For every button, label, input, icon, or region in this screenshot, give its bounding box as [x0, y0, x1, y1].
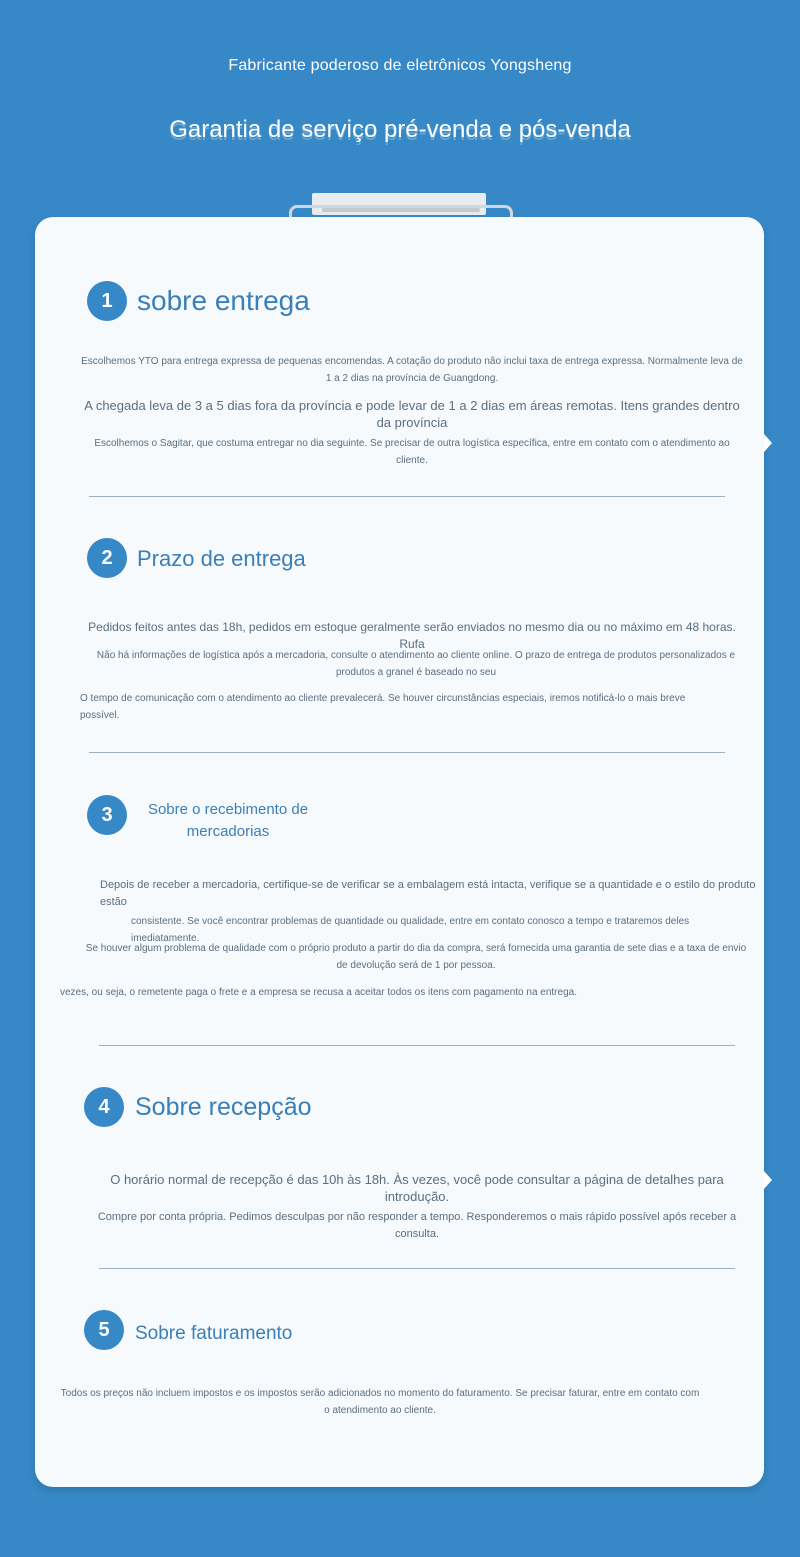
section-number-5: 5 — [84, 1310, 124, 1350]
section-1-paragraph-1: Escolhemos YTO para entrega expressa de pequenas encomendas. A cotação do produto não inclui taxa de entrega expressa. Normalmente leva de 1 a 2 dias na província de Guangdong. — [81, 356, 743, 384]
arrow-right-icon — [764, 1171, 772, 1189]
section-2-paragraph-2: Não há informações de logística após a mercadoria, consulte o atendimento ao cliente online. O prazo de entrega de produtos personalizados e produtos a granel é baseado no seu — [96, 650, 736, 678]
section-number-4: 4 — [84, 1087, 124, 1127]
section-heading-delivery-time: Prazo de entrega — [137, 546, 306, 571]
section-3-paragraph-3: Se houver algum problema de qualidade com o próprio produto a partir do dia da compra, será fornecida uma garantia de sete dias e a taxa de envio de devolução será de 1 por pessoa. — [85, 943, 747, 971]
page-subtitle: Fabricante poderoso de eletrônicos Yongsheng — [228, 57, 572, 74]
section-1-paragraph-3: Escolhemos o Sagitar, que costuma entregar no dia seguinte. Se precisar de outra logística específica, entre em contato com o atendimento ao cliente. — [94, 438, 730, 466]
section-4-paragraph-1: O horário normal de recepção é das 10h às 18h. Às vezes, você pode consultar a página de detalhes para introdução. — [110, 1172, 724, 1204]
section-number-2: 2 — [87, 538, 127, 578]
section-heading-billing: Sobre faturamento — [135, 1323, 293, 1344]
section-number-3: 3 — [87, 795, 127, 835]
section-1-paragraph-2: A chegada leva de 3 a 5 dias fora da província e pode levar de 1 a 2 dias em áreas remotas. Itens grandes dentro da província — [84, 398, 740, 430]
arrow-right-icon — [764, 434, 772, 452]
divider — [99, 1268, 735, 1269]
divider — [89, 496, 725, 497]
page-title: Garantia de serviço pré-venda e pós-venda — [169, 116, 631, 143]
section-heading-receiving-goods: Sobre o recebimento de mercadorias — [147, 801, 309, 840]
divider — [89, 752, 725, 753]
section-4-paragraph-2: Compre por conta própria. Pedimos desculpas por não responder a tempo. Responderemos o mais rápido possível após receber a consulta. — [97, 1211, 737, 1240]
section-2-paragraph-3: O tempo de comunicação com o atendimento ao cliente prevalecerá. Se houver circunstâncias especiais, iremos notificá-lo o mais breve possível. — [80, 693, 686, 721]
content-card — [35, 217, 764, 1487]
section-heading-reception: Sobre recepção — [135, 1093, 312, 1121]
section-5-paragraph-1: Todos os preços não incluem impostos e os impostos serão adicionados no momento do faturamento. Se precisar faturar, entre em contato com o atendimento ao cliente. — [60, 1388, 700, 1416]
section-3-paragraph-4: vezes, ou seja, o remetente paga o frete e a empresa se recusa a aceitar todos os itens com pagamento na entrega. — [60, 987, 577, 998]
section-2-paragraph-1: Pedidos feitos antes das 18h, pedidos em estoque geralmente serão enviados no mesmo dia ou no máximo em 48 horas. Rufa — [88, 620, 736, 651]
divider — [99, 1045, 735, 1046]
section-3-paragraph-2: consistente. Se você encontrar problemas de quantidade ou qualidade, entre em contato conosco a tempo e trataremos deles imediatamente. — [131, 916, 690, 944]
section-heading-delivery: sobre entrega — [137, 285, 310, 316]
section-number-1: 1 — [87, 281, 127, 321]
section-3-paragraph-1: Depois de receber a mercadoria, certifique-se de verificar se a embalagem está intacta, verifique se a quantidade e o estilo do produto estão — [100, 879, 756, 908]
